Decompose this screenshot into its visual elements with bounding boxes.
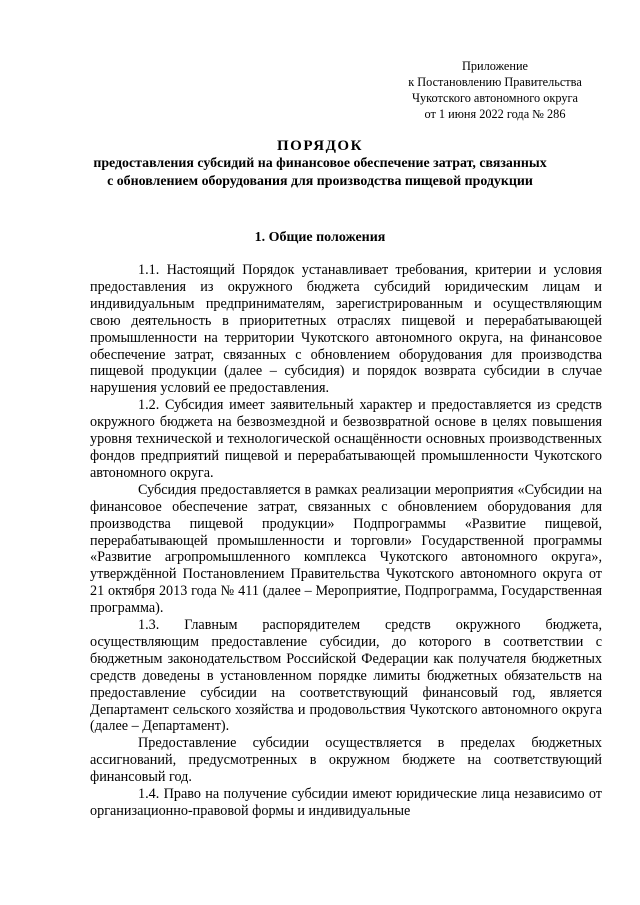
- document-title: ПОРЯДОК: [277, 138, 363, 154]
- body-text: [90, 262, 602, 820]
- appendix-line: Приложение: [462, 59, 528, 73]
- paragraph: Субсидия предоставляется в рамках реализации мероприятия «Субсидии на финансовое обеспечение затрат, связанных с обновлением оборудования для производства пищевой продукции» Подпрограммы «Развитие пищевой, перерабатывающей промышленности и торговли» Государственной программы «Развитие агропромышленного комплекса Чукотского автономного округа», утверждённой Постановлением Правительства Чукотского автономного округа от 21 октября 2013 года № 411 (далее – Мероприятие, Подпрограмма, Государственная программа).: [90, 481, 602, 617]
- appendix-line: Чукотского автономного округа: [412, 91, 578, 105]
- appendix-note: [395, 58, 595, 122]
- section-heading: 1. Общие положения: [254, 230, 386, 245]
- paragraph: 1.4. Право на получение субсидии имеют юридические лица независимо от организационно-правовой формы и индивидуальные: [90, 786, 602, 819]
- paragraph: 1.3. Главным распорядителем средств окружного бюджета, осуществляющим предоставление субсидии, до которого в соответствии с бюджетным законодательством Российской Федерации как получателя бюджетных средств доведены в установленном порядке лимиты бюджетных обязательств на предоставление субсидии на соответствующий финансовый год, является Департамент сельского хозяйства и продовольствия Чукотского автономного округа (далее – Департамент).: [90, 617, 602, 735]
- paragraph: 1.1. Настоящий Порядок устанавливает требования, критерии и условия предоставления из окружного бюджета субсидий юридическим лицам и индивидуальным предпринимателям, зарегистрированным и осуществляющим свою деятельность в приоритетных отраслях пищевой и перерабатывающей промышленности на территории Чукотского автономного округа, на финансовое обеспечение затрат, связанных с обновлением оборудования для производства пищевой продукции (далее – субсидия) и порядок возврата субсидии в случае нарушения условий ее предоставления.: [90, 262, 602, 397]
- document-subtitle: предоставления субсидий на финансовое обеспечение затрат, связанных с обновлением оборудования для производства пищевой продукции: [93, 156, 547, 189]
- paragraph: 1.2. Субсидия имеет заявительный характер и предоставляется из средств окружного бюджета на безвозмездной и безвозвратной основе в целях повышения уровня технической и технологической оснащённости основных производственных фондов предприятий пищевой и перерабатывающей промышленности Чукотского автономного округа.: [90, 397, 602, 481]
- paragraph: Предоставление субсидии осуществляется в пределах бюджетных ассигнований, предусмотренных в окружном бюджете на соответствующий финансовый год.: [90, 735, 602, 786]
- appendix-line: к Постановлению Правительства: [408, 75, 582, 89]
- appendix-line: от 1 июня 2022 года № 286: [424, 107, 566, 121]
